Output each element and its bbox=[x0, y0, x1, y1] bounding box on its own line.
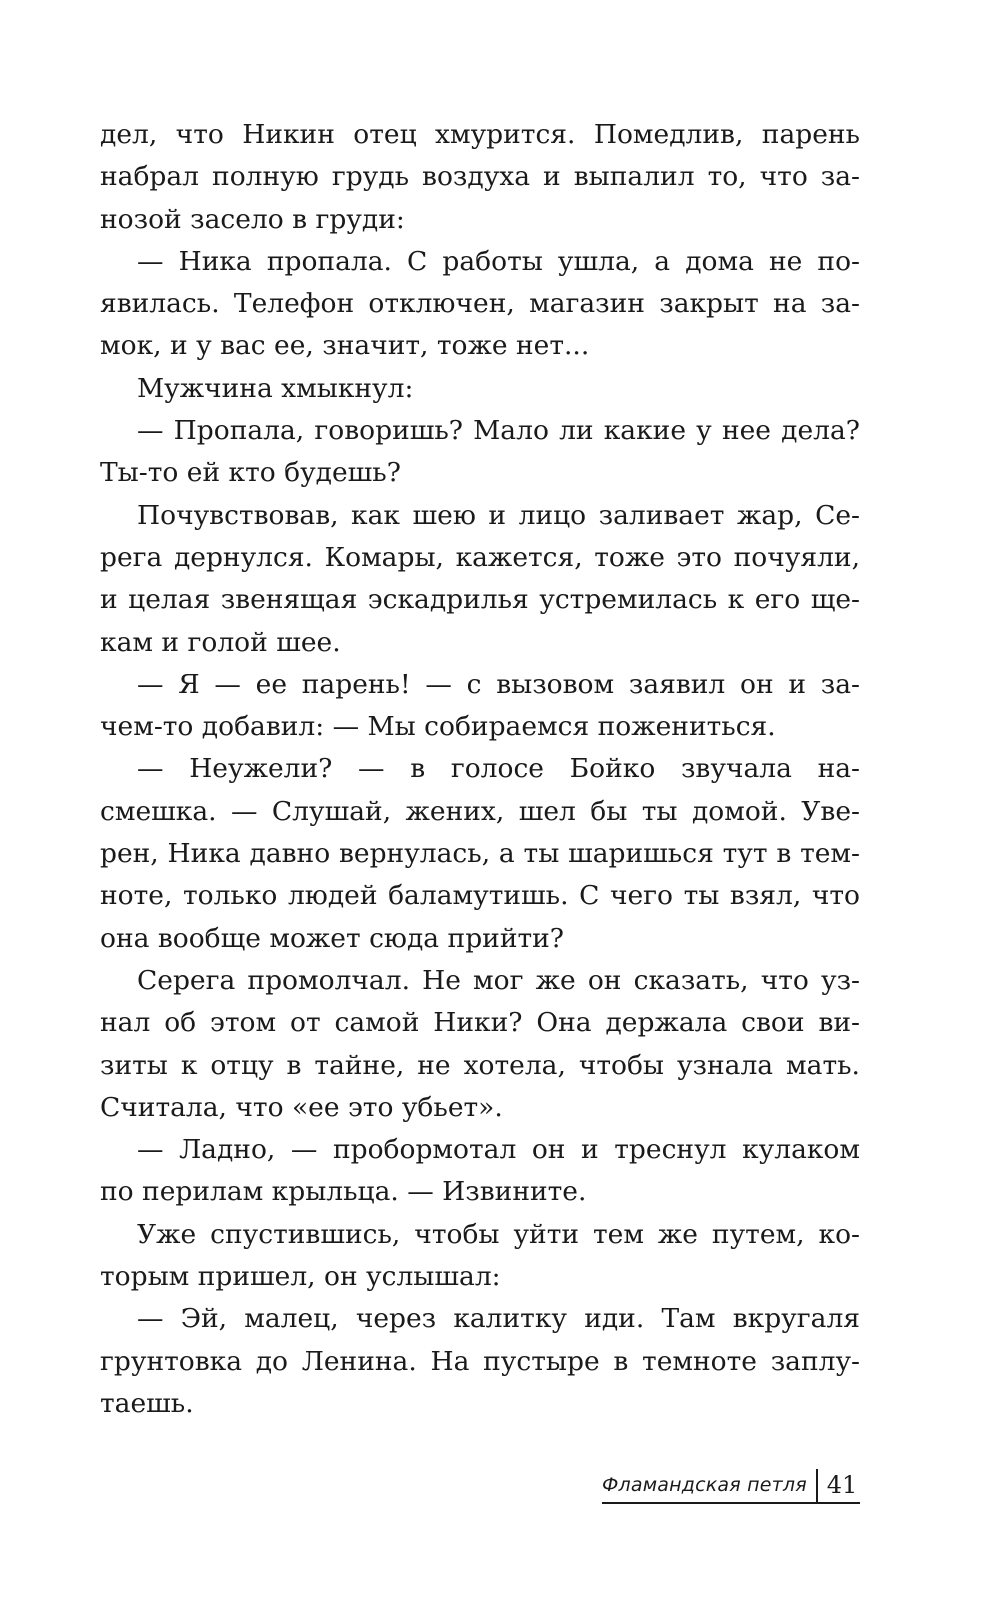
text-line: она вообще может сюда прийти? bbox=[100, 922, 565, 954]
text-line: — Я — ее парень! — с вызовом заявил он и за- bbox=[137, 668, 860, 700]
text-line: торым пришел, он услышал: bbox=[100, 1261, 501, 1293]
text-line: Мужчина хмыкнул: bbox=[137, 372, 414, 404]
text-line: чем-то добавил: — Мы собираемся пожениться. bbox=[100, 711, 776, 743]
text-line: и целая звенящая эскадрилья устремилась к его ще- bbox=[100, 584, 860, 616]
text-line: Почувствовав, как шею и лицо заливает жар, Се- bbox=[137, 499, 860, 531]
text-line: мок, и у вас ее, значит, тоже нет... bbox=[100, 330, 590, 362]
footer-rule bbox=[602, 1502, 860, 1504]
page-number: 41 bbox=[826, 1471, 858, 1499]
body-text bbox=[100, 114, 860, 1425]
page-footer bbox=[602, 1469, 860, 1504]
text-line: нал об этом от самой Ники? Она держала свои ви- bbox=[100, 1007, 860, 1039]
text-line: дел, что Никин отец хмурится. Помедлив, парень bbox=[100, 119, 860, 150]
text-line: рега дернулся. Комары, кажется, тоже это почуяли, bbox=[100, 541, 860, 573]
text-line: — Эй, малец, через калитку иди. Там вкругаля bbox=[137, 1303, 860, 1335]
text-line: кам и голой шее. bbox=[100, 626, 341, 658]
text-line: смешка. — Слушай, жених, шел бы ты домой. Уве- bbox=[100, 795, 860, 827]
text-line: набрал полную грудь воздуха и выпалил то, что за- bbox=[100, 161, 860, 193]
text-line: — Неужели? — в голосе Бойко звучала на- bbox=[137, 753, 860, 785]
text-line: Уже спустившись, чтобы уйти тем же путем, ко- bbox=[137, 1218, 860, 1250]
running-title: Фламандская петля bbox=[602, 1474, 807, 1496]
text-line: — Ника пропала. С работы ушла, а дома не по- bbox=[137, 245, 860, 277]
text-line: — Ладно, — пробормотал он и треснул кулаком bbox=[137, 1134, 860, 1166]
text-line: ноте, только людей баламутишь. С чего ты взял, что bbox=[100, 880, 860, 912]
text-line: Ты-то ей кто будешь? bbox=[100, 457, 401, 489]
text-line: Серега промолчал. Не мог же он сказать, что уз- bbox=[137, 964, 860, 996]
text-line: — Пропала, говоришь? Мало ли какие у нее дела? bbox=[137, 415, 860, 447]
text-line: нозой засело в груди: bbox=[100, 203, 405, 235]
text-line: по перилам крыльца. — Извините. bbox=[100, 1176, 587, 1208]
footer-divider bbox=[816, 1469, 818, 1504]
text-line: таешь. bbox=[100, 1387, 194, 1419]
text-line: рен, Ника давно вернулась, а ты шаришься тут в тем- bbox=[100, 838, 860, 870]
text-line: Считала, что «ее это убьет». bbox=[100, 1091, 503, 1123]
text-line: явилась. Телефон отключен, магазин закрыт на за- bbox=[100, 288, 860, 320]
text-line: зиты к отцу в тайне, не хотела, чтобы узнала мать. bbox=[100, 1049, 860, 1081]
text-line: грунтовка до Ленина. На пустыре в темноте заплу- bbox=[100, 1345, 860, 1377]
